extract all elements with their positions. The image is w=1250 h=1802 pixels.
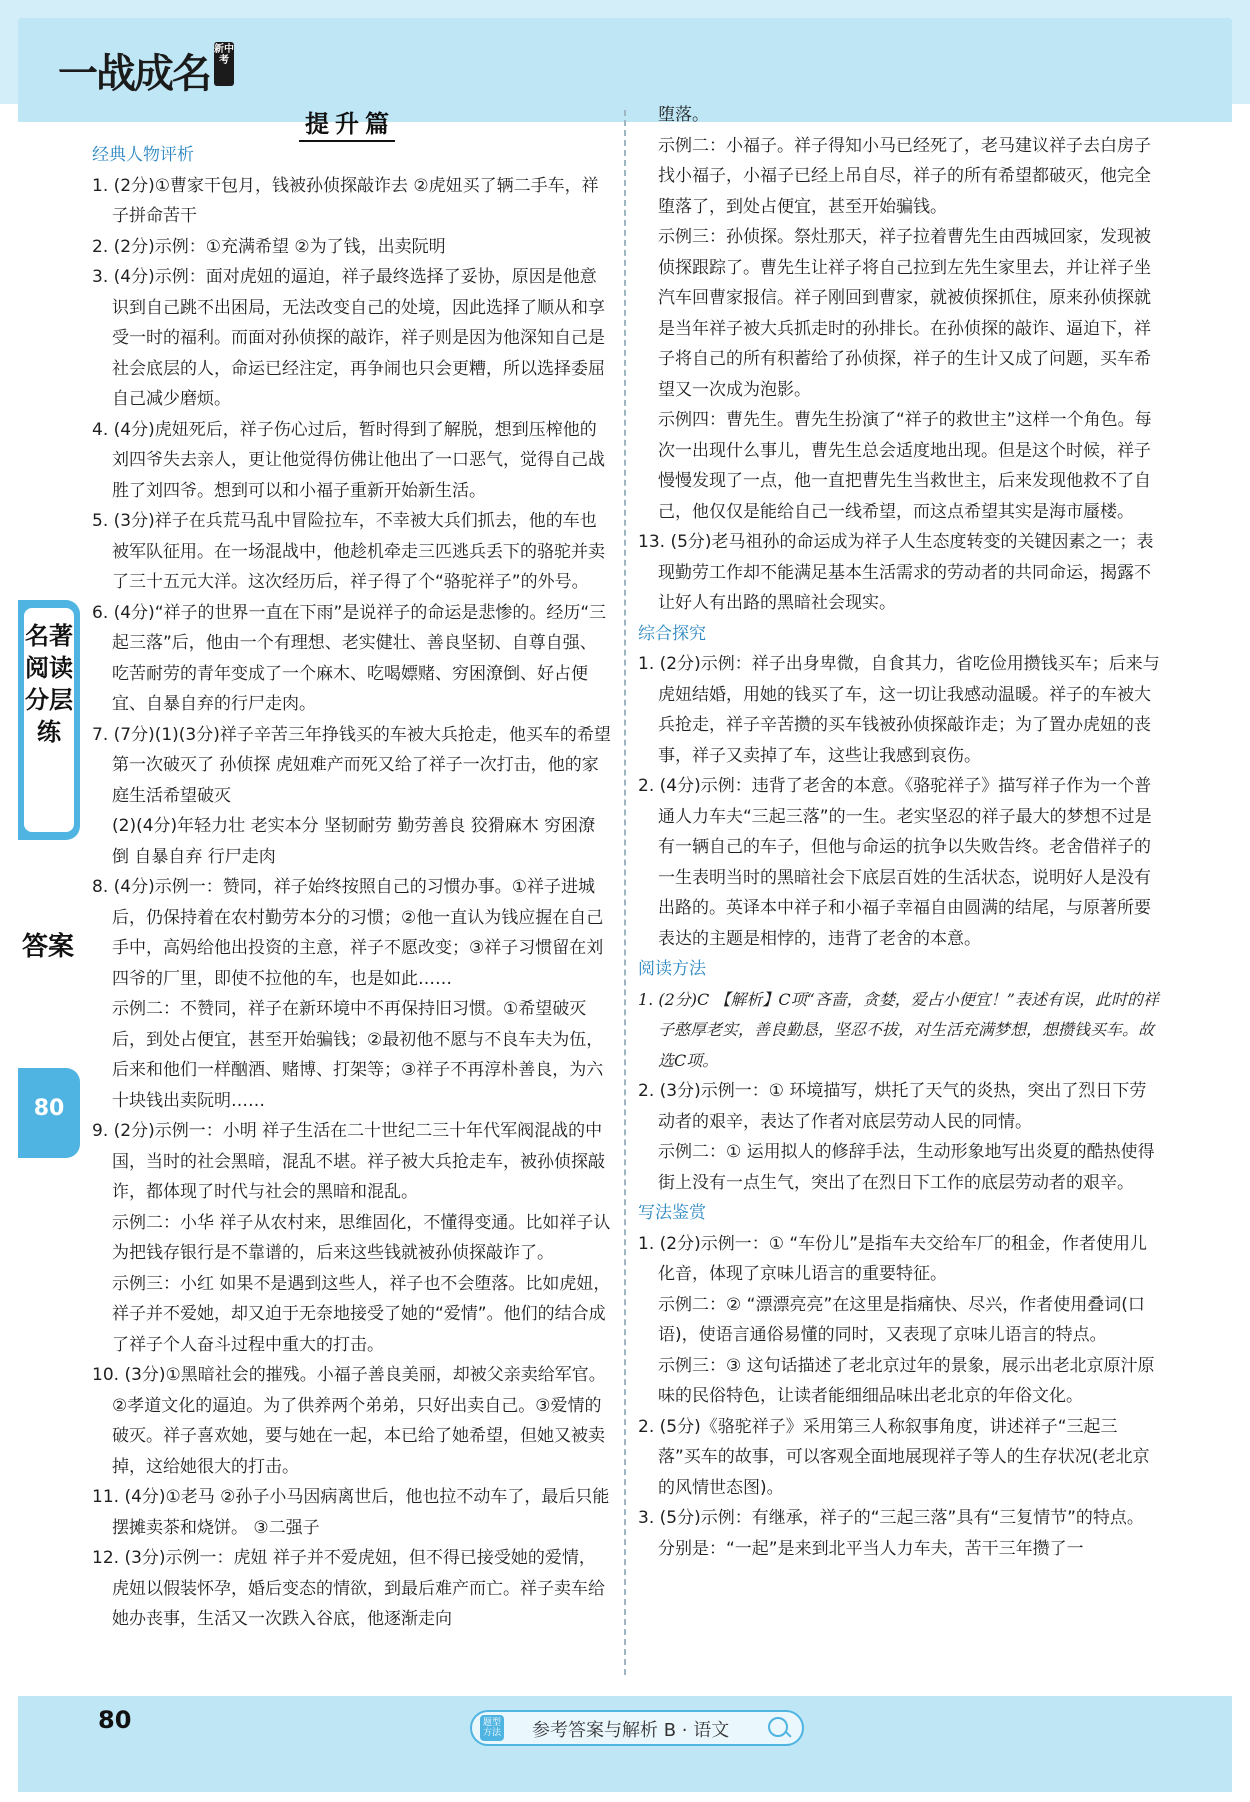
footer-label-pill xyxy=(470,1710,804,1746)
answer-item: 12. (3分)示例一：虎妞 祥子并不爱虎妞，但不得已接受她的爱情，虎妞以假装怀孕，婚后变态的情欲，到最后难产而亡。祥子卖车给她办丧事，生活又一次跌入谷底，他逐渐走向 xyxy=(92,1548,605,1629)
answer-item: 4. (4分)虎妞死后，祥子伤心过后，暂时得到了解脱，想到压榨他的刘四爷失去亲人，更让他觉得仿佛让他出了一口恶气，觉得自己战胜了刘四爷。想到可以和小福子重新开始新生活。 xyxy=(92,419,605,501)
right-column xyxy=(638,100,1160,1564)
answer-item: 10. (3分)①黑暗社会的摧残。小福子善良美丽，却被父亲卖给军官。②孝道文化的逼迫。为了供养两个弟弟，只好出卖自己。③爱情的破灭。祥子喜欢她，要与她在一起，本已给了她希望，但她又被卖掉，这给她很大的打击。 xyxy=(92,1365,606,1477)
answer-subitem: 示例三：③ 这句话描述了老北京过年的景象，展示出老北京原汁原味的民俗特色，让读者能细细品味出老北京的年俗文化。 xyxy=(658,1355,1155,1406)
answer-item: 5. (3分)祥子在兵荒马乱中冒险拉车，不幸被大兵们抓去，他的车也被军队征用。在一场混战中，他趁机牵走三匹逃兵丢下的骆驼并卖了三十五元大洋。这次经历后，祥子得了个“骆驼祥子”的外号。 xyxy=(92,511,605,592)
answer-subitem: 示例二：小福子。祥子得知小马已经死了，老马建议祥子去白房子找小福子，小福子已经上吊自尽，祥子的所有希望都破灭，他完全堕落了，到处占便宜，甚至开始骗钱。 xyxy=(658,135,1151,217)
answer-item: 2. (3分)示例一：① 环境描写，烘托了天气的炎热，突出了烈日下劳动者的艰辛，表达了作者对底层劳动人民的同情。 xyxy=(638,1081,1147,1132)
search-icon xyxy=(768,1717,788,1737)
answer-item: 1. (2分)示例：祥子出身卑微，自食其力，省吃俭用攒钱买车；后来与虎妞结婚，用她的钱买了车，这一切让我感动温暖。祥子的车被大兵抢走，祥子辛苦攒的买车钱被孙侦探敲诈走；为了置办虎妞的丧事，祥子又卖掉了车，这些让我感到哀伤。 xyxy=(638,654,1160,766)
footer-text: 参考答案与解析 B · 语文 xyxy=(532,1720,730,1741)
column-divider xyxy=(624,110,626,1675)
answer-subitem: (2)(4分)年轻力壮 老实本分 坚韧耐劳 勤劳善良 狡猾麻木 穷困潦倒 自暴自弃 行尸走肉 xyxy=(112,816,596,867)
section-heading: 经典人物评析 xyxy=(92,145,194,165)
answer-subitem: 示例三：孙侦探。祭灶那天，祥子拉着曹先生由西城回家，发现被侦探跟踪了。曹先生让祥子将自己拉到左先生家里去，并让祥子坐汽车回曹家报信。祥子刚回到曹家，就被侦探抓住，原来孙侦探就是当年祥子被大兵抓走时的孙排长。在孙侦探的敲诈、逼迫下，祥子将自己的所有积蓄给了孙侦探，祥子的生计又成了问题，买车希望又一次成为泡影。 xyxy=(658,227,1151,400)
answer-subitem: 堕落。 xyxy=(658,105,709,125)
book-side-tab-label: 名著阅读分层练 xyxy=(25,622,73,746)
section-heading: 综合探究 xyxy=(638,623,706,644)
answer-item: 1. (2分)C 【解析】C项“吝啬，贪婪，爱占小便宜！”表述有误，此时的祥子憨厚老实，善良勤恳，坚忍不拔，对生活充满梦想，想攒钱买车。故选C项。 xyxy=(638,989,1159,1070)
book-side-tab xyxy=(18,600,80,840)
answer-subitem: 示例三：小红 如果不是遇到这些人，祥子也不会堕落。比如虎妞，祥子并不爱她，却又迫于无奈地接受了她的“爱情”。他们的结合成了祥子个人奋斗过程中重大的打击。 xyxy=(112,1273,611,1355)
answer-item: 9. (2分)示例一：小明 祥子生活在二十世纪二三十年代军阀混战的中国，当时的社会黑暗，混乱不堪。祥子被大兵抢走车，被孙侦探敲诈，都体现了时代与社会的黑暗和混乱。 xyxy=(92,1121,605,1202)
answer-subitem: 示例二：小华 祥子从农村来，思维固化，不懂得变通。比如祥子认为把钱存银行是不靠谱的，后来这些钱就被孙侦探敲诈了。 xyxy=(112,1212,611,1263)
answer-subitem: 示例二：不赞同，祥子在新环境中不再保持旧习惯。①希望破灭后，到处占便宜，甚至开始骗钱；②最初他不愿与不良车夫为伍，后来和他们一样酗酒、赌博、打架等；③祥子不再淳朴善良，为六十块钱出卖阮明…… xyxy=(112,999,604,1111)
answer-side-label: 答案 xyxy=(21,932,74,962)
answer-item: 6. (4分)“祥子的世界一直在下雨”是说祥子的命运是悲惨的。经历“三起三落”后，他由一个有理想、老实健壮、善良坚韧、自尊自强、吃苦耐劳的青年变成了一个麻木、吃喝嫖赌、穷困潦倒、好占便宜、自暴自弃的行尸走肉。 xyxy=(92,602,607,714)
answer-item: 2. (4分)示例：违背了老舍的本意。《骆驼祥子》描写祥子作为一个普通人力车夫“三起三落”的一生。老实坚忍的祥子最大的梦想不过是有一辆自己的车子，但他与命运的抗争以失败告终。老舍借祥子的一生表明当时的黑暗社会下底层百姓的生活状态，说明好人是没有出路的。英译本中祥子和小福子幸福自由圆满的结尾，与原著所要表达的主题是相悖的，违背了老舍的本意。 xyxy=(638,776,1152,949)
page-side-tab-number: 80 xyxy=(33,1096,65,1121)
book-side-tab-inner xyxy=(24,608,74,832)
answer-item: 13. (5分)老马祖孙的命运成为祥子人生态度转变的关键因素之一；表现勤劳工作却不能满足基本生活需求的劳动者的共同命运，揭露不让好人有出路的黑暗社会现实。 xyxy=(638,532,1154,613)
brand-badge: 新中考 xyxy=(214,42,234,86)
brand-name: 一战成名 xyxy=(58,51,210,97)
answer-item: 2. (5分)《骆驼祥子》采用第三人称叙事角度，讲述祥子“三起三落”买车的故事，可以客观全面地展现祥子等人的生存状况(老北京的风情世态图)。 xyxy=(638,1416,1150,1498)
answer-item: 3. (5分)示例：有继承，祥子的“三起三落”具有“三复情节”的特点。分别是：“一起”是来到北平当人力车夫，苦干三年攒了一 xyxy=(638,1508,1144,1559)
answer-item: 7. (7分)(1)(3分)祥子辛苦三年挣钱买的车被大兵抢走，他买车的希望第一次破灭了 孙侦探 虎妞难产而死又给了祥子一次打击，他的家庭生活希望破灭 xyxy=(92,724,611,806)
answer-item: 11. (4分)①老马 ②孙子小马因病离世后，他也拉不动车了，最后只能摆摊卖茶和烧饼。 ③二强子 xyxy=(92,1487,610,1538)
answer-subitem: 示例二：① 运用拟人的修辞手法，生动形象地写出炎夏的酷热使得街上没有一点生气，突出了在烈日下工作的底层劳动者的艰辛。 xyxy=(658,1142,1155,1193)
page-footer xyxy=(18,1696,1232,1792)
answer-subitem: 示例四：曹先生。曹先生扮演了“祥子的救世主”这样一个角色。每次一出现什么事儿，曹先生总会适度地出现。但是这个时候，祥子慢慢发现了一点，他一直把曹先生当救世主，后来发现他救不了自己，他仅仅是能给自己一线希望，而这点希望其实是海市蜃楼。 xyxy=(658,410,1152,522)
footer-badge: 题型方法 xyxy=(480,1715,504,1741)
section-heading: 写法鉴赏 xyxy=(638,1203,706,1223)
section-heading: 阅读方法 xyxy=(638,959,706,979)
page-title: 提升篇 xyxy=(305,104,395,139)
brand-logo xyxy=(58,42,234,99)
answer-item: 3. (4分)示例：面对虎妞的逼迫，祥子最终选择了妥协，原因是他意识到自己跳不出困局，无法改变自己的处境，因此选择了顺从和享受一时的福利。而面对孙侦探的敲诈，祥子则是因为他深知自己是社会底层的人，命运已经注定，再争闹也只会更糟，所以选择委屈自己减少磨烦。 xyxy=(92,267,605,409)
answer-item: 1. (2分)①曹家干包月，钱被孙侦探敲诈去 ②虎妞买了辆二手车，祥子拼命苦干 xyxy=(92,175,599,226)
footer-page-number: 80 xyxy=(98,1706,132,1734)
answer-item: 8. (4分)示例一：赞同，祥子始终按照自己的习惯办事。①祥子进城后，仍保持着在农村勤劳本分的习惯；②他一直认为钱应握在自己手中，高妈给他出投资的主意，祥子不愿改变；③祥子习惯留在刘四爷的厂里，即使不拉他的车，也是如此…… xyxy=(92,877,604,989)
page-side-tab xyxy=(18,1068,80,1158)
left-column xyxy=(92,140,612,1635)
answer-item: 2. (2分)示例：①充满希望 ②为了钱，出卖阮明 xyxy=(92,236,446,257)
answer-item: 1. (2分)示例一：① “车份儿”是指车夫交给车厂的租金，作者使用儿化音，体现了京味儿语言的重要特征。 xyxy=(638,1233,1147,1284)
answer-subitem: 示例二：② “漂漂亮亮”在这里是指痛快、尽兴，作者使用叠词(口语)，使语言通俗易懂的同时，又表现了京味儿语言的特点。 xyxy=(658,1294,1145,1345)
